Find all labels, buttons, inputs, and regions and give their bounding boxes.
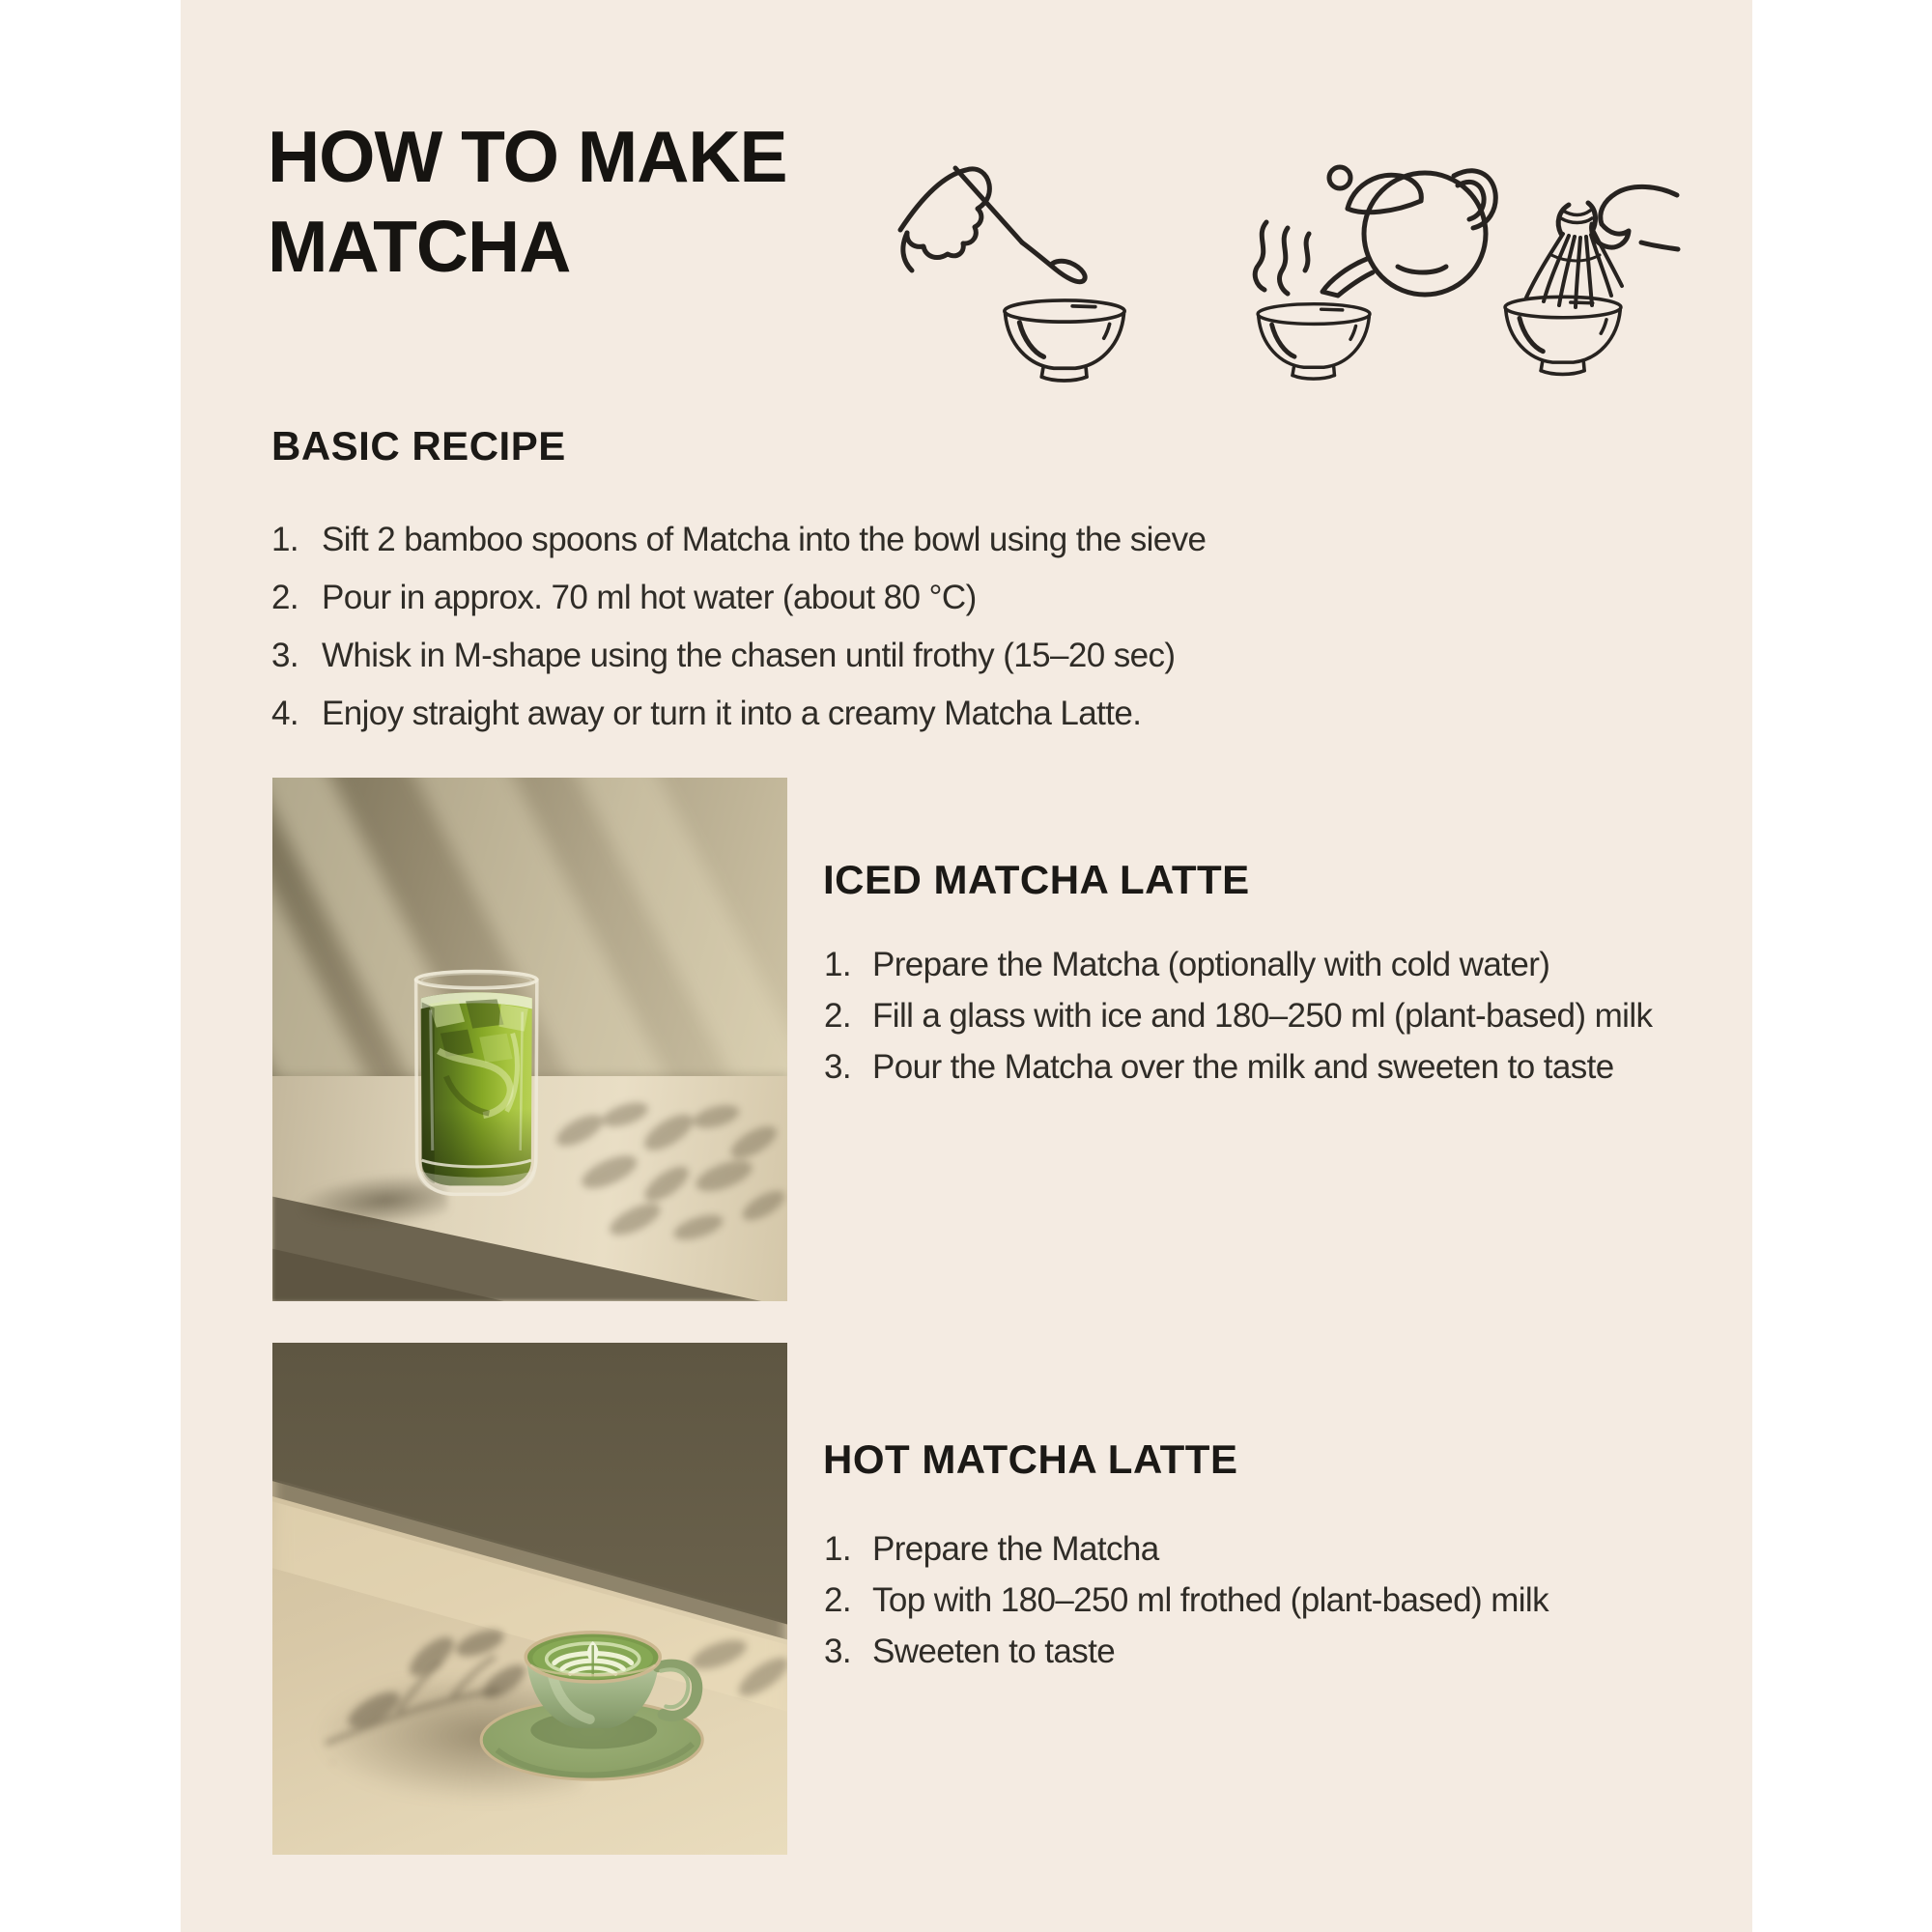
step-number: 3. (824, 1633, 851, 1670)
step-row (271, 637, 1206, 695)
step-number: 3. (824, 1048, 851, 1086)
step-number: 2. (824, 1581, 851, 1619)
step-row (271, 695, 1206, 753)
step-row (824, 1048, 1652, 1099)
step-number: 1. (824, 946, 851, 983)
iced-matcha-latte-photo (272, 778, 787, 1301)
step-row (271, 521, 1206, 579)
step-row (824, 946, 1652, 997)
whisk-hand-icon (1488, 166, 1681, 393)
page-title-line2: MATCHA (268, 206, 571, 287)
step-row (824, 997, 1652, 1048)
step-row (824, 1633, 1548, 1684)
page-title-line1: HOW TO MAKE (268, 116, 787, 197)
step-text: Fill a glass with ice and 180–250 ml (plant-based) milk (872, 997, 1653, 1035)
hot-matcha-latte-photo (272, 1343, 787, 1855)
step-text: Sweeten to taste (872, 1633, 1116, 1670)
step-number: 1. (271, 521, 298, 558)
step-number: 3. (271, 637, 298, 674)
step-row (271, 579, 1206, 637)
step-text: Enjoy straight away or turn it into a creamy Matcha Latte. (322, 695, 1142, 732)
step-number: 2. (271, 579, 298, 616)
step-text: Prepare the Matcha (optionally with cold water) (872, 946, 1550, 983)
basic-recipe-steps (271, 521, 1206, 753)
iced-matcha-steps (824, 946, 1652, 1099)
step-row (824, 1530, 1548, 1581)
step-text: Pour the Matcha over the milk and sweeten to taste (872, 1048, 1614, 1086)
sift-scoop-icon (879, 106, 1198, 406)
step-row (824, 1581, 1548, 1633)
leaf-shadow-pattern (540, 1081, 787, 1259)
iced-matcha-heading: ICED MATCHA LATTE (823, 857, 1250, 902)
basic-recipe-heading: BASIC RECIPE (271, 423, 566, 469)
hot-matcha-steps (824, 1530, 1548, 1684)
step-text: Pour in approx. 70 ml hot water (about 80 °C) (322, 579, 977, 616)
iced-matcha-glass (411, 969, 542, 1199)
step-number: 4. (271, 695, 298, 732)
step-text: Whisk in M-shape using the chasen until frothy (15–20 sec) (322, 637, 1176, 674)
step-text: Prepare the Matcha (872, 1530, 1159, 1568)
hot-matcha-heading: HOT MATCHA LATTE (823, 1436, 1238, 1482)
hot-matcha-cup-and-saucer (473, 1563, 716, 1799)
step-number: 2. (824, 997, 851, 1035)
step-number: 1. (824, 1530, 851, 1568)
step-text: Sift 2 bamboo spoons of Matcha into the bowl using the sieve (322, 521, 1207, 558)
teapot-pour-icon (1232, 116, 1512, 396)
page-title (268, 112, 787, 292)
step-text: Top with 180–250 ml frothed (plant-based) milk (872, 1581, 1549, 1619)
